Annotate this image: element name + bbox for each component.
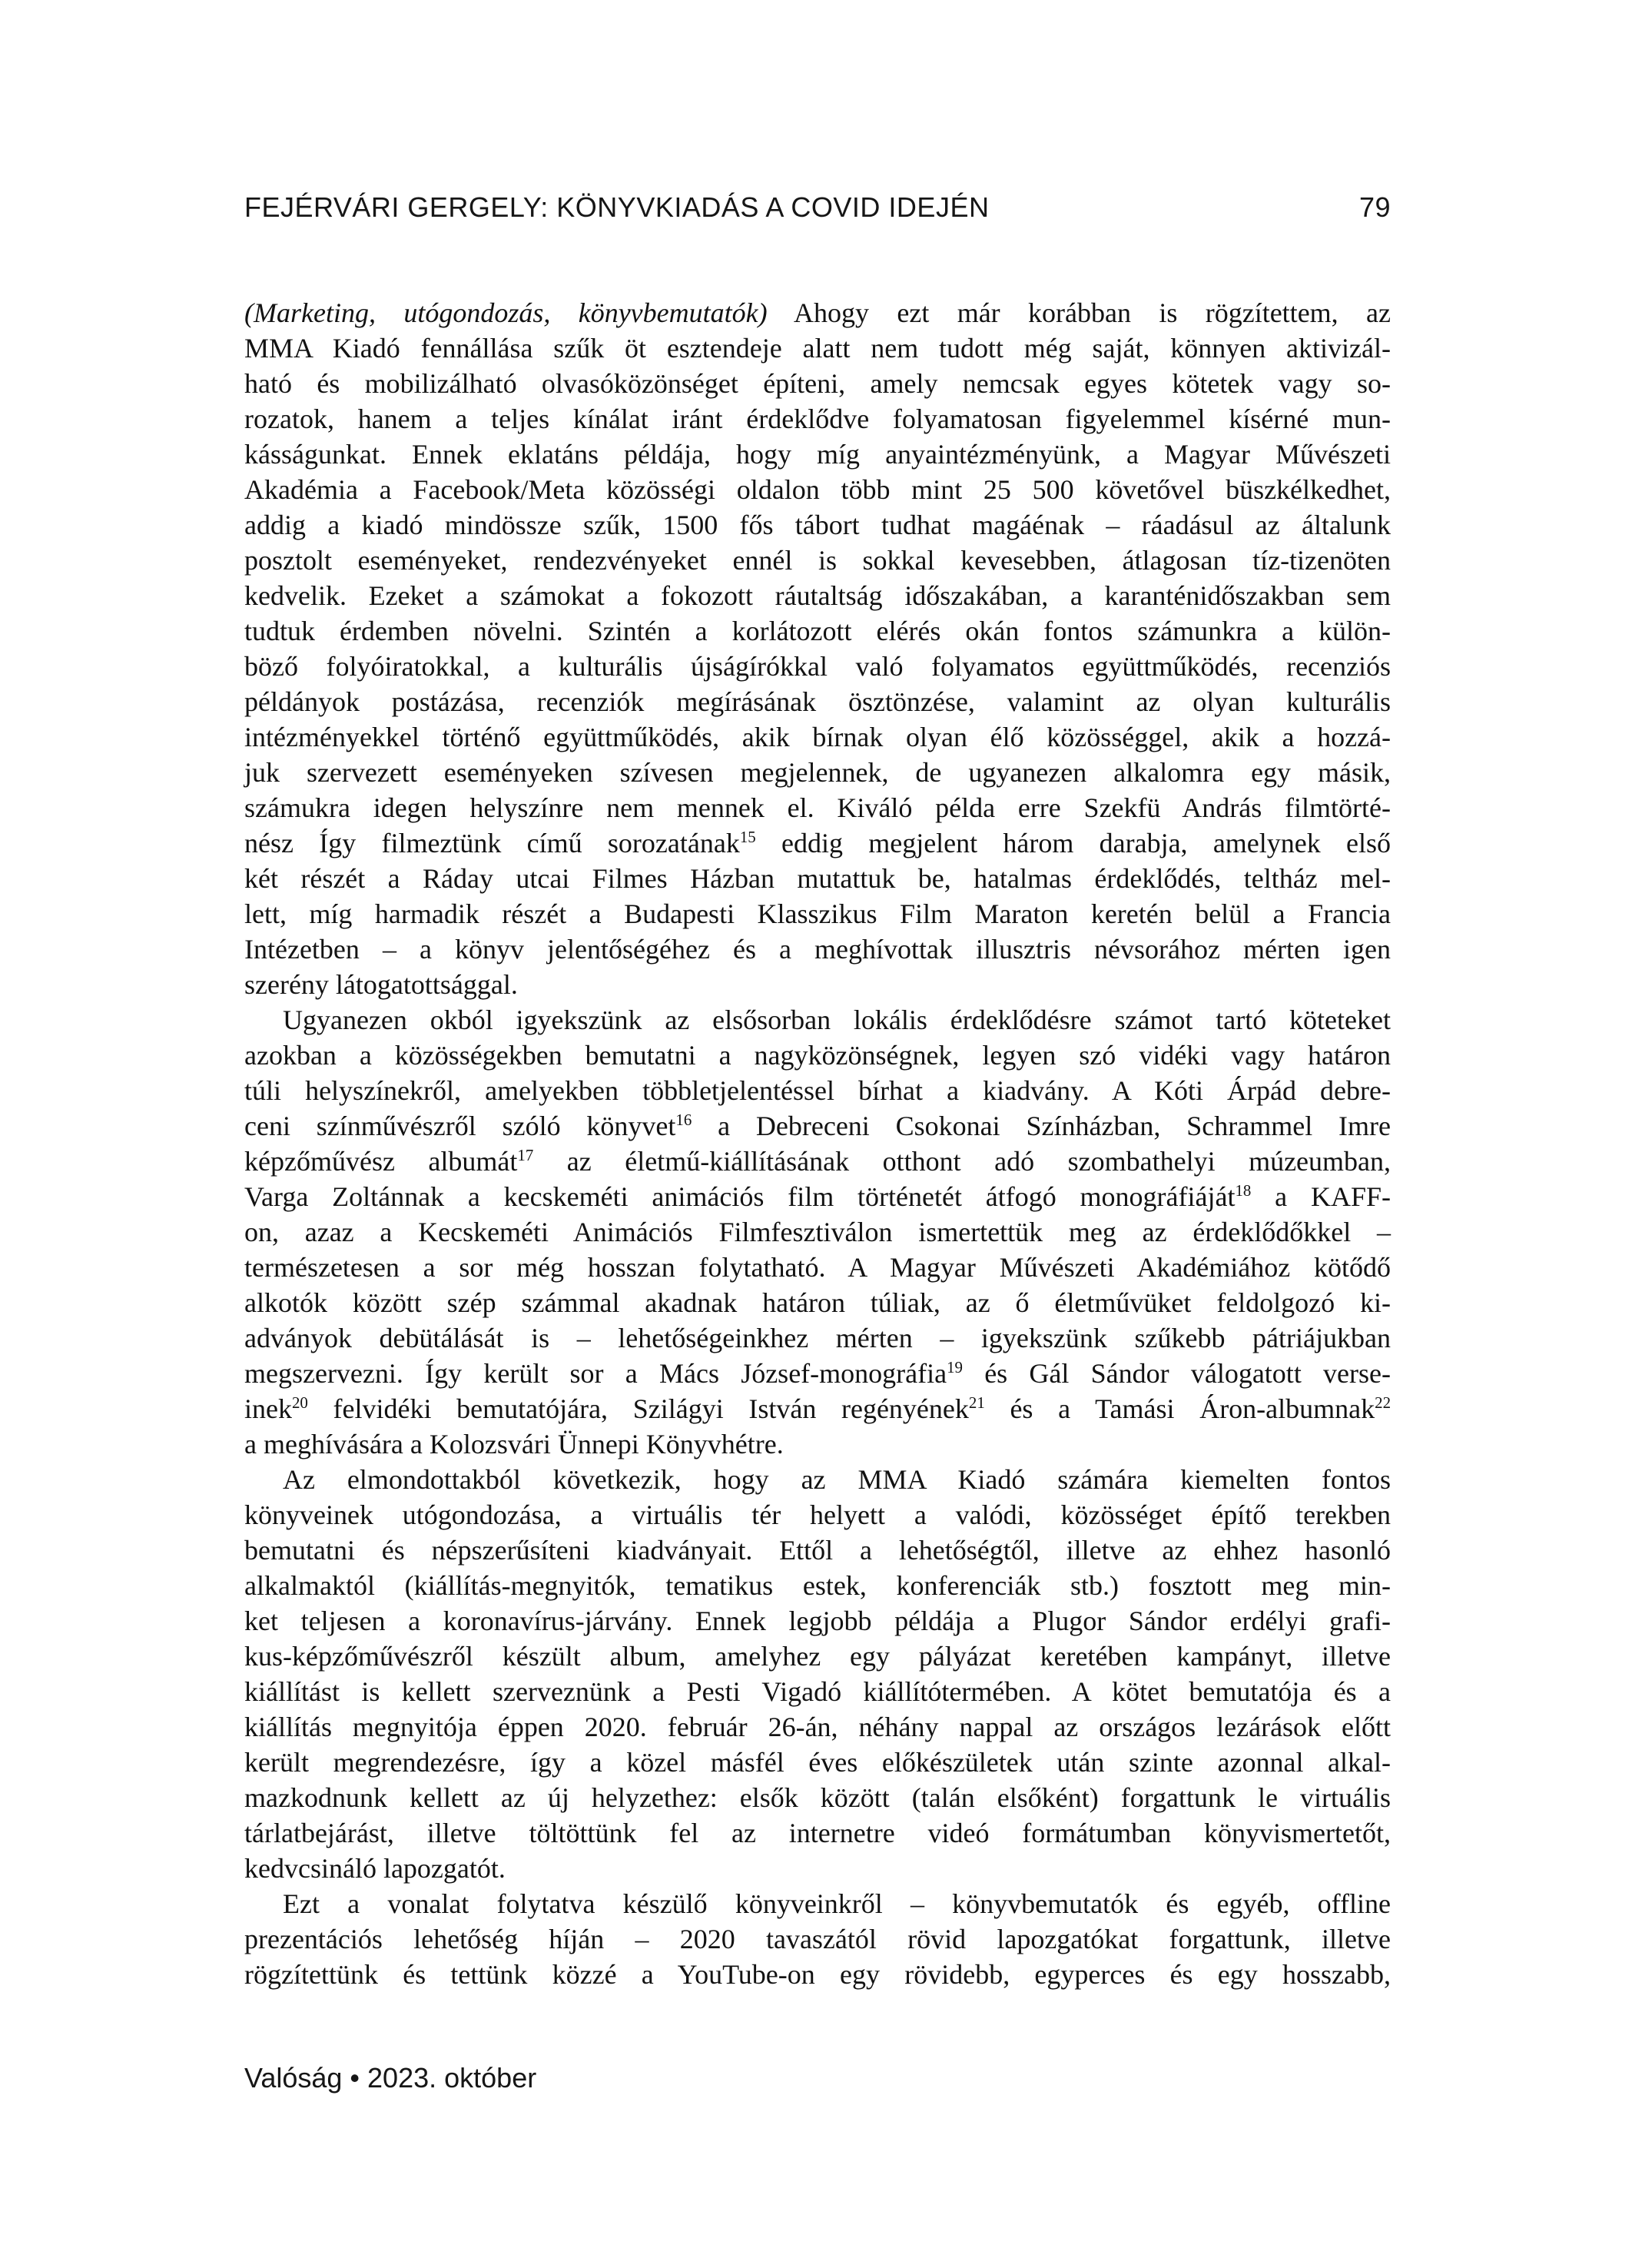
text-line: Ezt a vonalat folytatva készülő könyveinkről – könyvbemutatók és egyéb, offline	[283, 1888, 1391, 1919]
text-line: kiállítást is kellett szerveznünk a Pesti Vigadó kiállítótermében. A kötet bemutatója és a	[244, 1676, 1391, 1707]
paragraph	[244, 295, 1391, 1002]
text-line: kedvelik. Ezeket a számokat a fokozott ráutaltság időszakában, a karanténidőszakban sem	[244, 580, 1391, 611]
text-line: Varga Zoltánnak a kecskeméti animációs film történetét átfogó monográfiáját$^{18}$ a KAFF-	[244, 1181, 1391, 1212]
text-line: számukra idegen helyszínre nem mennek el. Kiváló példa erre Szekfü András filmtörté-	[244, 792, 1391, 823]
page-footer	[244, 2061, 1391, 2095]
text-line: juk szervezett eseményeken szívesen megjelennek, de ugyanezen alkalomra egy másik,	[244, 757, 1391, 788]
text-line: képzőművész albumát$^{17}$ az életmű-kiállításának otthont adó szombathelyi múzeumban,	[244, 1146, 1392, 1177]
text-line: könyveinek utógondozása, a virtuális tér helyett a valódi, közösséget építő terekben	[244, 1499, 1391, 1530]
paragraph	[244, 1002, 1391, 1462]
text-line: tárlatbejárást, illetve töltöttünk fel az internetre videó formátumban könyvismertetőt,	[244, 1818, 1391, 1848]
running-title: FEJÉRVÁRI GERGELY: KÖNYVKIADÁS A COVID IDEJÉN	[244, 191, 990, 223]
page-number: 79	[1358, 191, 1391, 223]
text-line: Intézetben – a könyv jelentőségéhez és a meghívottak illusztris névsorához mérten igen	[244, 934, 1391, 965]
text-line: adványok debütálását is – lehetőségeinkhez mérten – igyekszünk szűkebb pátriájukban	[244, 1323, 1391, 1353]
text-line: ceni színművészről szóló könyvet$^{16}$ a Debreceni Csokonai Színházban, Schrammel Imre	[244, 1111, 1391, 1141]
text-line: túli helyszínekről, amelyekben többletjelentéssel bírhat a kiadvány. A Kóti Árpád debre-	[244, 1075, 1391, 1106]
text-line: a meghívására a Kolozsvári Ünnepi Könyvhétre.	[244, 1429, 784, 1459]
text-line: kásságunkat. Ennek eklatáns példája, hogy míg anyaintézményünk, a Magyar Művészeti	[244, 439, 1391, 470]
text-line: alkotók között szép számmal akadnak határon túliak, az ő életművüket feldolgozó ki-	[244, 1287, 1391, 1318]
text-line: böző folyóiratokkal, a kulturális újságírókkal való folyamatos együttműködés, recenziós	[244, 651, 1391, 682]
text-line: ket teljesen a koronavírus-járvány. Ennek legjobb példája a Plugor Sándor erdélyi grafi-	[244, 1606, 1391, 1636]
text-line: bemutatni és népszerűsíteni kiadványait. Ettől a lehetőségtől, illetve az ehhez hasonló	[244, 1535, 1391, 1566]
text-line: posztolt eseményeket, rendezvényeket ennél is sokkal kevesebben, átlagosan tíz-tizenöten	[244, 545, 1391, 576]
text-line: inek$^{20}$ felvidéki bemutatójára, Szilágyi István regényének$^{21}$ és a Tamási Áron-albumnak$^{22}$	[244, 1393, 1392, 1424]
text-line: rögzítettünk és tettünk közzé a YouTube-on egy rövidebb, egyperces és egy hosszabb,	[244, 1959, 1391, 1990]
text-line: addig a kiadó mindössze szűk, 1500 fős tábort tudhat magáénak – ráadásul az általunk	[244, 510, 1391, 540]
text-line: került megrendezésre, így a közel másfél éves előkészületek után szinte azonnal alkal-	[244, 1747, 1391, 1778]
text-line: két részét a Ráday utcai Filmes Házban mutattuk be, hatalmas érdeklődés, teltház mel-	[244, 863, 1391, 894]
text-line: azokban a közösségekben bemutatni a nagyközönségnek, legyen szó vidéki vagy határon	[244, 1040, 1391, 1071]
text-line: mazkodnunk kellett az új helyzethez: elsők között (talán elsőként) forgattunk le virtuális	[244, 1782, 1391, 1813]
text-line: természetesen a sor még hosszan folytatható. A Magyar Művészeti Akadémiához kötődő	[244, 1252, 1391, 1283]
text-line: rozatok, hanem a teljes kínálat iránt érdeklődve folyamatosan figyelemmel kísérné mun-	[244, 403, 1391, 434]
text-line: kedvcsináló lapozgatót.	[244, 1853, 506, 1884]
article-body	[244, 295, 1391, 1992]
text-line: prezentációs lehetőség híján – 2020 tavaszától rövid lapozgatókat forgattunk, illetve	[244, 1924, 1391, 1954]
text-line: kiállítás megnyitója éppen 2020. február 26-án, néhány nappal az országos lezárások előtt	[244, 1712, 1391, 1742]
text-line: példányok postázása, recenziók megírásának ösztönzése, valamint az olyan kulturális	[244, 686, 1391, 717]
text-line: (Marketing, utógondozás, könyvbemutatók) Ahogy ezt már korábban is rögzítettem, az	[244, 297, 1391, 328]
text-line: ható és mobilizálható olvasóközönséget építeni, amely nemcsak egyes kötetek vagy so-	[244, 368, 1391, 399]
text-line: nész Így filmeztünk című sorozatának$^{15}$ eddig megjelent három darabja, amelynek első	[244, 828, 1392, 858]
text-line: megszervezni. Így került sor a Mács József-monográfia$^{19}$ és Gál Sándor válogatott verse-	[244, 1358, 1391, 1389]
text-line: Az elmondottakból következik, hogy az MMA Kiadó számára kiemelten fontos	[283, 1464, 1391, 1495]
text-line: szerény látogatottsággal.	[244, 969, 518, 1000]
text-line: Akadémia a Facebook/Meta közösségi oldalon több mint 25 500 követővel büszkélkedhet,	[244, 474, 1391, 505]
text-line: Ugyanezen okból igyekszünk az elsősorban lokális érdeklődésre számot tartó köteteket	[283, 1004, 1391, 1035]
text-line: tudtuk érdemben növelni. Szintén a korlátozott elérés okán fontos számunkra a külön-	[244, 616, 1391, 646]
text-line: kus-képzőművészről készült album, amelyhez egy pályázat keretében kampányt, illetve	[244, 1641, 1391, 1672]
text-line: lett, míg harmadik részét a Budapesti Klasszikus Film Maraton keretén belül a Francia	[244, 898, 1391, 929]
paragraph	[244, 1886, 1391, 1992]
text-line: on, azaz a Kecskeméti Animációs Filmfesztiválon ismertettük meg az érdeklődőkkel –	[244, 1217, 1391, 1247]
text-line: intézményekkel történő együttműködés, akik bírnak olyan élő közösséggel, akik a hozzá-	[244, 722, 1391, 752]
text-line: alkalmaktól (kiállítás-megnyitók, tematikus estek, konferenciák stb.) fosztott meg min-	[244, 1570, 1391, 1601]
paragraph	[244, 1462, 1391, 1886]
running-header	[244, 191, 1391, 224]
journal-line: Valóság • 2023. október	[244, 2062, 537, 2094]
text-line: MMA Kiadó fennállása szűk öt esztendeje alatt nem tudott még saját, könnyen aktivizál-	[244, 333, 1391, 364]
